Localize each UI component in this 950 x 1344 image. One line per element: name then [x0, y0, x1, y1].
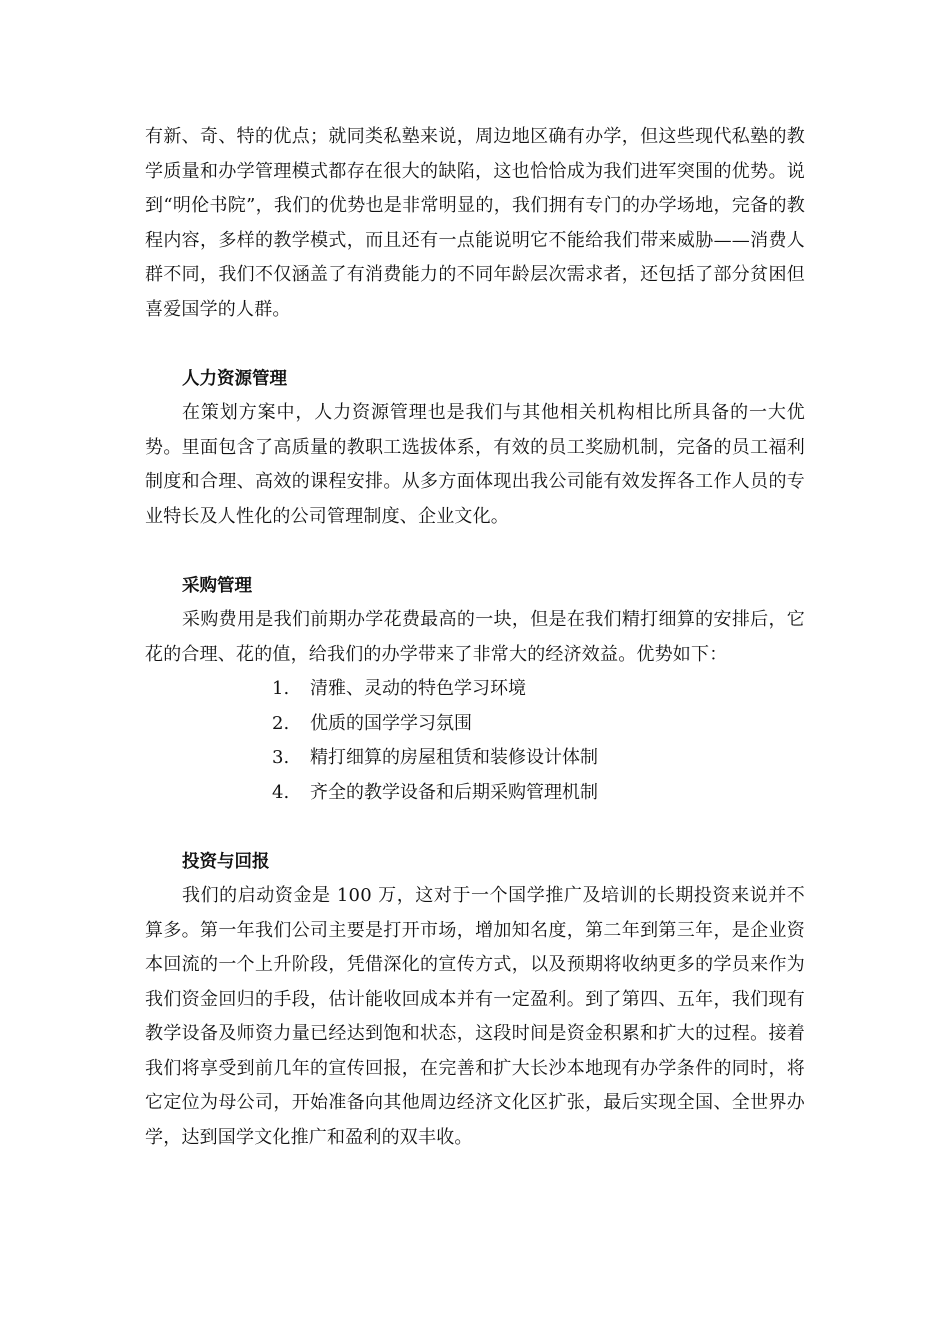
hr-paragraph: 在策划方案中，人力资源管理也是我们与其他相关机构相比所具备的一大优势。里面包含了高质量的教职工选拔体系，有效的员工奖励机制，完备的员工福利制度和合理、高效的课程安排。从多方面体现出我公司能有效发挥各工作人员的专业特长及人性化的公司管理制度、企业文化。	[145, 402, 805, 527]
section-spacer	[145, 327, 805, 362]
list-item	[145, 707, 805, 742]
purchase-section	[145, 569, 805, 811]
list-item	[145, 672, 805, 707]
purchase-heading: 采购管理	[182, 575, 252, 596]
section-spacer	[145, 810, 805, 845]
document-page	[145, 120, 805, 1155]
hr-section	[145, 362, 805, 535]
hr-heading: 人力资源管理	[182, 368, 287, 389]
list-item-text: 优质的国学学习氛围	[310, 712, 472, 734]
investment-heading: 投资与回报	[182, 851, 270, 872]
section-spacer	[145, 534, 805, 569]
list-item	[145, 741, 805, 776]
investment-section	[145, 845, 805, 1156]
list-item-text: 齐全的教学设备和后期采购管理机制	[310, 781, 598, 803]
list-item	[145, 776, 805, 811]
list-item-number: 4.	[272, 781, 290, 803]
advantages-list	[145, 672, 805, 810]
investment-paragraph: 我们的启动资金是 100 万，这对于一个国学推广及培训的长期投资来说并不算多。第一年我们公司主要是打开市场，增加知名度，第二年到第三年，是企业资本回流的一个上升阶段，凭借深化的宣传方式，以及预期将收纳更多的学员来作为我们资金回归的手段，估计能收回成本并有一定盈利。到了第四、五年，我们现有教学设备及师资力量已经达到饱和状态，这段时间是资金积累和扩大的过程。接着我们将享受到前几年的宣传回报，在完善和扩大长沙本地现有办学条件的同时，将它定位为母公司，开始准备向其他周边经济文化区扩张，最后实现全国、全世界办学，达到国学文化推广和盈利的双丰收。	[145, 885, 805, 1148]
list-item-text: 清雅、灵动的特色学习环境	[310, 678, 526, 699]
list-item-number: 3.	[272, 747, 290, 768]
list-item-number: 1.	[272, 678, 290, 699]
intro-paragraph: 有新、奇、特的优点；就同类私塾来说，周边地区确有办学，但这些现代私塾的教学质量和办学管理模式都存在很大的缺陷，这也恰恰成为我们进军突围的优势。说到“明伦书院”，我们的优势也是非常明显的，我们拥有专门的办学场地，完备的教程内容，多样的教学模式，而且还有一点能说明它不能给我们带来威胁——消费人群不同，我们不仅涵盖了有消费能力的不同年龄层次需求者，还包括了部分贫困但喜爱国学的人群。	[145, 126, 805, 320]
list-item-number: 2.	[272, 712, 290, 734]
purchase-paragraph: 采购费用是我们前期办学花费最高的一块，但是在我们精打细算的安排后，它花的合理、花的值，给我们的办学带来了非常大的经济效益。优势如下：	[145, 609, 805, 665]
list-item-text: 精打细算的房屋租赁和装修设计体制	[310, 747, 598, 768]
